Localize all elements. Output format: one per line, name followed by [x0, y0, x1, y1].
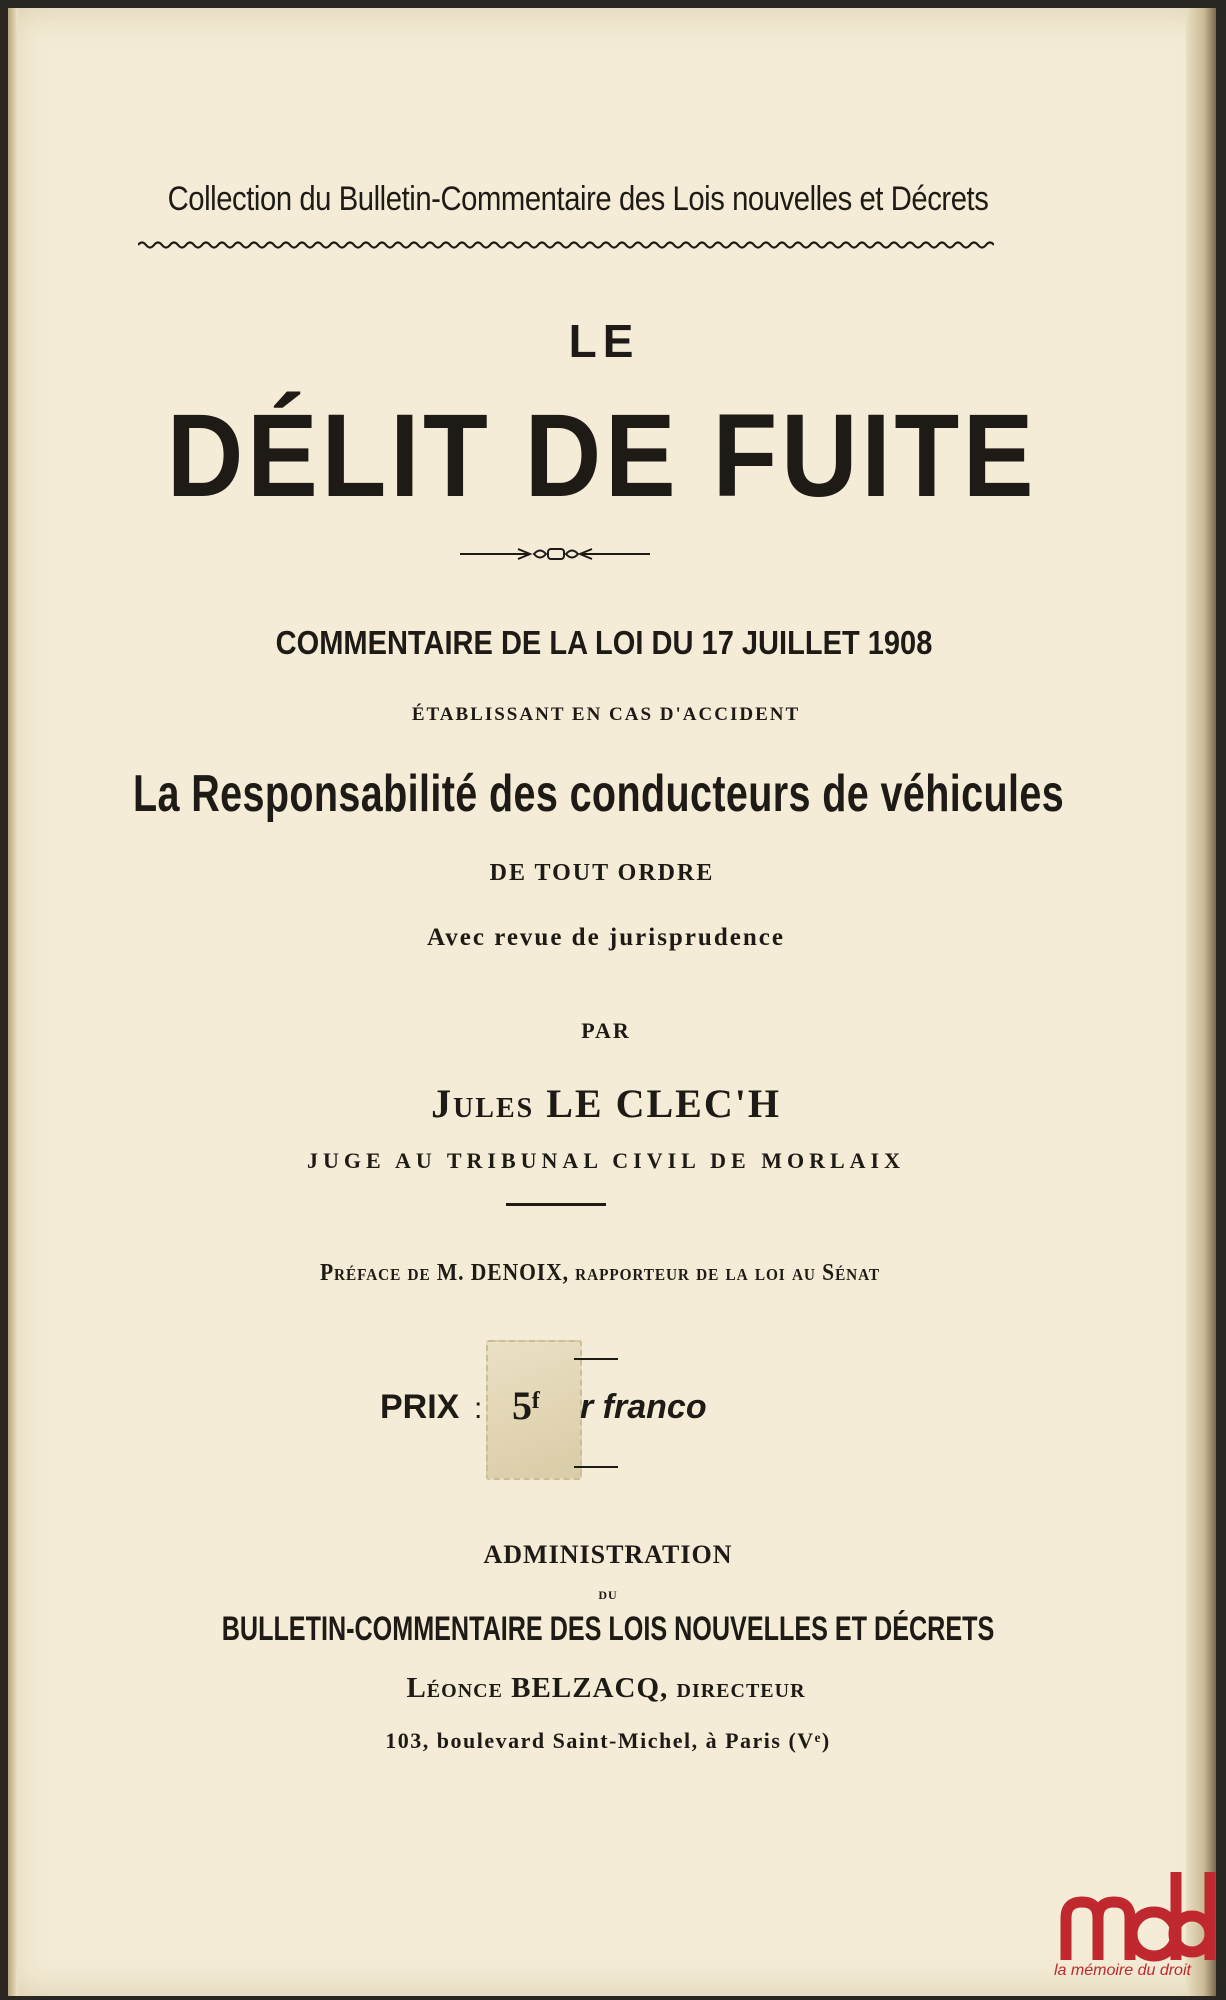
subject-heading: La Responsabilité des conducteurs de véhicules [132, 765, 1065, 823]
law-commentary-line: COMMENTAIRE DE LA LOI DU 17 JUILLET 1908 [275, 624, 933, 661]
logo-tagline: la mémoire du droit [1054, 1962, 1191, 1979]
by-label: PAR [581, 1018, 631, 1043]
price-rule-top [574, 1358, 618, 1360]
publisher-name: BULLETIN-COMMENTAIRE DES LOIS NOUVELLES ET DÉCRETS [221, 1610, 995, 1648]
main-title: DÉLIT DE FUITE [166, 390, 1038, 522]
book-title-page [8, 8, 1216, 1996]
author-title: JUGE AU TRIBUNAL CIVIL DE MORLAIX [307, 1148, 905, 1173]
subject-qualifier: DE TOUT ORDRE [489, 860, 715, 886]
price-rule-bottom [574, 1466, 618, 1468]
price-label: PRIX [380, 1388, 460, 1426]
author-name: Jules LE CLEC'H [431, 1081, 781, 1126]
collection-heading: Collection du Bulletin-Commentaire des Lois nouvelles et Décrets [167, 180, 989, 218]
price-amount: 5ᶠ [512, 1383, 540, 1428]
jurisprudence-line: Avec revue de jurisprudence [427, 924, 785, 951]
title-article: LE [568, 315, 640, 367]
price-separator: : [474, 1392, 483, 1425]
preface-line: Préface de M. DENOIX, rapporteur de la loi au Sénat [319, 1260, 881, 1286]
publisher-administration: ADMINISTRATION [483, 1540, 733, 1569]
publisher-du: DU [598, 1588, 618, 1602]
wavy-divider [138, 240, 994, 250]
price-franco: r franco [580, 1388, 707, 1426]
short-divider [506, 1203, 606, 1206]
ornament-divider [460, 544, 650, 564]
publisher-director: Léonce BELZACQ, directeur [406, 1672, 806, 1704]
publisher-address: 103, boulevard Saint-Michel, à Paris (Vᵉ) [385, 1728, 831, 1753]
establishing-line: ÉTABLISSANT EN CAS D'ACCIDENT [411, 704, 801, 725]
